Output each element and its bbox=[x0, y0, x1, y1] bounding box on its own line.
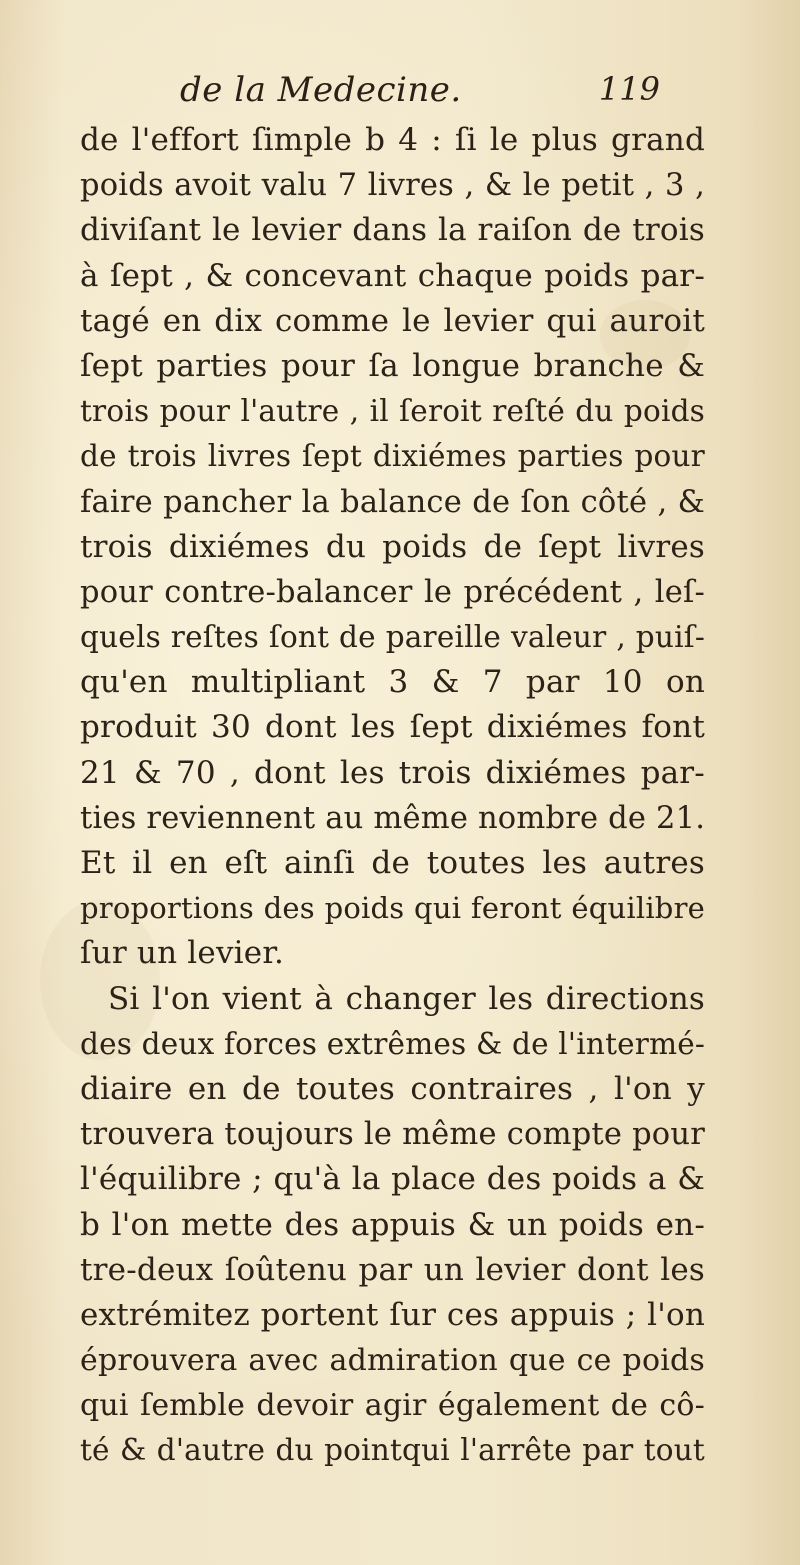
text-line: ſept parties pour ſa longue branche & bbox=[80, 347, 705, 384]
text-line: des deux forces extrêmes & de l'intermé- bbox=[80, 1026, 706, 1061]
text-line: produit 30 dont les ſept dixiémes font bbox=[80, 709, 705, 746]
text-line: extrémitez portent ſur ces appuis ; l'on bbox=[80, 1296, 705, 1333]
text-line: éprouvera avec admiration que ce poids bbox=[80, 1343, 705, 1379]
text-line: de l'effort ſimple b 4 : ſi le plus grand bbox=[80, 122, 705, 158]
text-line: Et il en eſt ainſi de toutes les autres bbox=[80, 845, 705, 881]
text-line: 21 & 70 , dont les trois dixiémes par- bbox=[80, 754, 705, 791]
text-line: Si l'on vient à changer les directions bbox=[108, 980, 705, 1017]
text-line: faire pancher la balance de ſon côté , & bbox=[80, 484, 705, 520]
text-line: b l'on mette des appuis & un poids en- bbox=[80, 1206, 705, 1243]
text-line: diviſant le levier dans la raiſon de trois bbox=[80, 212, 705, 249]
running-head bbox=[180, 70, 660, 120]
text-line: quels reſtes ſont de pareille valeur , puiſ- bbox=[80, 620, 705, 655]
text-line: té & d'autre du pointqui l'arrête par tout bbox=[80, 1433, 705, 1468]
body-text bbox=[80, 118, 705, 1474]
page-number: 119 bbox=[598, 70, 660, 108]
text-line: ties reviennent au même nombre de 21. bbox=[80, 800, 706, 836]
text-line: trois pour l'autre , il ſeroit reſté du poids bbox=[80, 394, 705, 429]
text-line: diaire en de toutes contraires , l'on y bbox=[80, 1070, 705, 1107]
text-line: trouvera toujours le même compte pour bbox=[80, 1117, 705, 1153]
text-line: l'équilibre ; qu'à la place des poids a & bbox=[80, 1161, 705, 1198]
text-line: qui ſemble devoir agir également de cô- bbox=[80, 1388, 705, 1424]
text-line: proportions des poids qui feront équilibre bbox=[80, 891, 705, 926]
text-line: qu'en multipliant 3 & 7 par 10 on bbox=[80, 664, 705, 701]
text-line: trois dixiémes du poids de ſept livres bbox=[80, 528, 705, 565]
text-line: tagé en dix comme le levier qui auroit bbox=[80, 302, 705, 339]
text-line: tre-deux ſoûtenu par un levier dont les bbox=[80, 1251, 705, 1288]
text-line: de trois livres ſept dixiémes parties pour bbox=[80, 439, 705, 474]
text-line: poids avoit valu 7 livres , & le petit , 3 , bbox=[80, 168, 705, 204]
text-line: à ſept , & concevant chaque poids par- bbox=[80, 257, 705, 294]
text-line: pour contre-balancer le précédent , leſ- bbox=[80, 574, 705, 610]
text-line: ſur un levier. bbox=[80, 935, 284, 972]
running-head-title: de la Medecine. bbox=[180, 70, 462, 110]
